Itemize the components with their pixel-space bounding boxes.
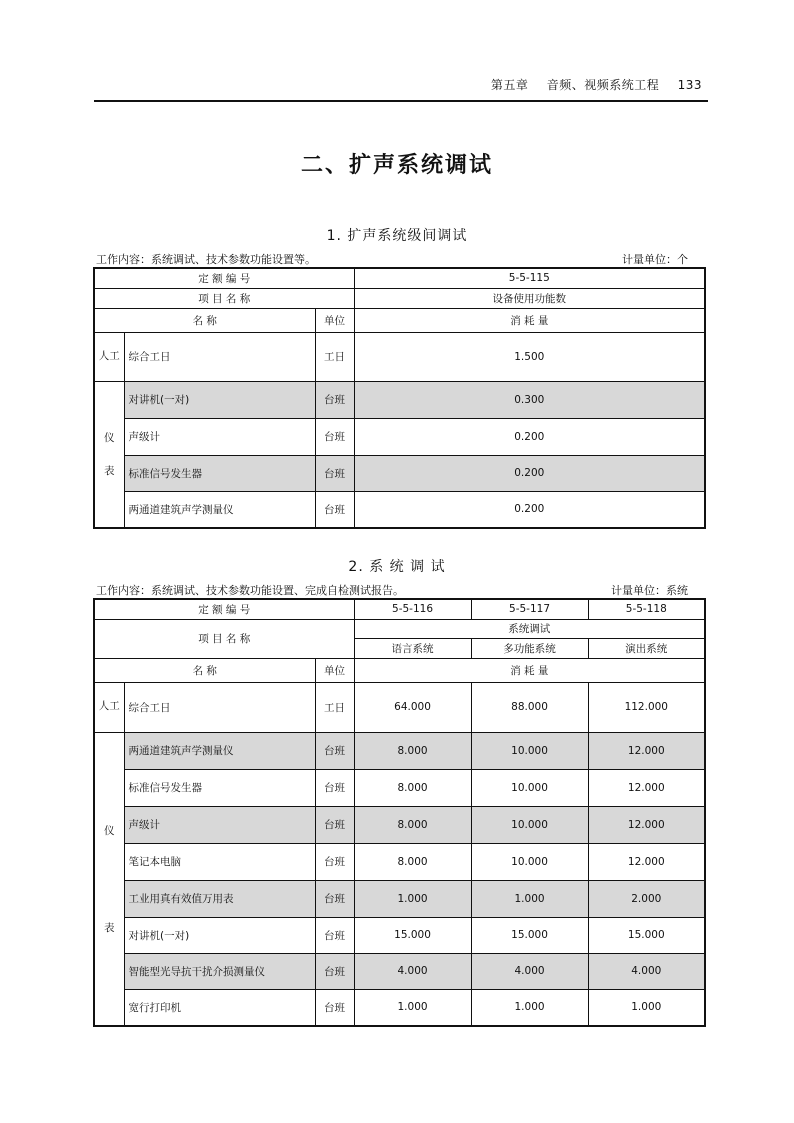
table2-title: 2. 系 统 调 试 xyxy=(348,559,446,575)
table2-labor-name: 综合工日 xyxy=(124,682,315,732)
table2-quota-label: 定 额 编 号 xyxy=(94,599,354,619)
table2-quota-number: 5-5-118 xyxy=(588,599,705,619)
table1 xyxy=(93,267,706,529)
table1-instrument-value: 0.300 xyxy=(354,381,705,418)
table1-instrument-unit: 台班 xyxy=(315,381,354,418)
table1-instrument-group-2: 表 xyxy=(104,465,115,478)
table2-instrument-value: 8.000 xyxy=(354,769,471,806)
table2-work-content: 工作内容：系统调试、技术参数功能设置、完成自检测试报告。 xyxy=(96,584,404,597)
table1-labor-row xyxy=(94,332,705,381)
table2-instrument-value: 12.000 xyxy=(588,843,705,880)
table2-instrument-row xyxy=(94,880,705,917)
table1-instrument-unit: 台班 xyxy=(315,491,354,528)
table2-instrument-unit: 台班 xyxy=(315,806,354,843)
table1-instrument-name: 两通道建筑声学测量仪 xyxy=(124,491,315,528)
table2-labor-unit: 工日 xyxy=(315,682,354,732)
table1-quota-row xyxy=(94,268,705,288)
table1-instrument-unit: 台班 xyxy=(315,418,354,455)
table2-instrument-value: 10.000 xyxy=(471,769,588,806)
table1-instrument-name: 声级计 xyxy=(124,418,315,455)
table1-instrument-row xyxy=(94,491,705,528)
table1-item-row xyxy=(94,288,705,308)
table1-unit: 计量单位：个 xyxy=(622,253,688,266)
table2-instrument-name: 两通道建筑声学测量仪 xyxy=(124,732,315,769)
table2-instrument-value: 1.000 xyxy=(471,880,588,917)
table1-instrument-value: 0.200 xyxy=(354,455,705,491)
table2-instrument-value: 10.000 xyxy=(471,806,588,843)
table1-instrument-row xyxy=(94,418,705,455)
table2-instrument-name: 智能型光导抗干扰介损测量仪 xyxy=(124,953,315,989)
table2-instrument-value: 4.000 xyxy=(354,953,471,989)
chapter-label: 第五章 xyxy=(490,78,529,92)
table1-item-label: 项 目 名 称 xyxy=(94,288,354,308)
table2-instrument-unit: 台班 xyxy=(315,917,354,953)
table2-col-unit: 单位 xyxy=(315,658,354,682)
table2-instrument-unit: 台班 xyxy=(315,732,354,769)
table1-labor-value: 1.500 xyxy=(354,332,705,381)
table2-instrument-row xyxy=(94,732,705,769)
table2-header-row xyxy=(94,658,705,682)
table2-instrument-value: 1.000 xyxy=(354,880,471,917)
table1-col-name: 名 称 xyxy=(94,308,315,332)
table2-instrument-value: 12.000 xyxy=(588,806,705,843)
table2-instrument-name: 宽行打印机 xyxy=(124,989,315,1026)
table2-item-group: 系统调试 xyxy=(354,619,705,638)
table1-item-name: 设备使用功能数 xyxy=(354,288,705,308)
table1-header-row xyxy=(94,308,705,332)
table2-item-row xyxy=(94,619,705,638)
table2-item-label: 项 目 名 称 xyxy=(94,619,354,658)
page-header xyxy=(477,76,702,93)
table2-instrument-value: 12.000 xyxy=(588,769,705,806)
table2-quota-row xyxy=(94,599,705,619)
table2 xyxy=(93,598,706,1027)
table2-instrument-row xyxy=(94,843,705,880)
table1-instrument-group-1: 仪 xyxy=(104,432,115,445)
table2-labor-value: 64.000 xyxy=(354,682,471,732)
table1-col-consume: 消 耗 量 xyxy=(354,308,705,332)
table2-instrument-row xyxy=(94,769,705,806)
table2-instrument-name: 对讲机(一对) xyxy=(124,917,315,953)
table1-labor-unit: 工日 xyxy=(315,332,354,381)
table2-instrument-value: 4.000 xyxy=(471,953,588,989)
table2-instrument-name: 笔记本电脑 xyxy=(124,843,315,880)
table2-labor-group: 人工 xyxy=(94,682,124,732)
table2-instrument-unit: 台班 xyxy=(315,880,354,917)
table2-instrument-group xyxy=(94,732,124,1026)
table2-instrument-row xyxy=(94,806,705,843)
header-rule xyxy=(94,100,708,102)
table2-instrument-row xyxy=(94,953,705,989)
page-number: 133 xyxy=(677,78,702,92)
table2-instrument-unit: 台班 xyxy=(315,989,354,1026)
table2-instrument-value: 12.000 xyxy=(588,732,705,769)
table2-instrument-value: 4.000 xyxy=(588,953,705,989)
table1-instrument-value: 0.200 xyxy=(354,491,705,528)
table1-col-unit: 单位 xyxy=(315,308,354,332)
table2-instrument-value: 15.000 xyxy=(471,917,588,953)
table2-unit: 计量单位：系统 xyxy=(611,584,688,597)
table1-labor-name: 综合工日 xyxy=(124,332,315,381)
table1-instrument-row xyxy=(94,381,705,418)
table2-labor-value: 88.000 xyxy=(471,682,588,732)
table2-item-name: 多功能系统 xyxy=(471,638,588,658)
table2-col-consume: 消 耗 量 xyxy=(354,658,705,682)
table2-labor-value: 112.000 xyxy=(588,682,705,732)
table2-instrument-unit: 台班 xyxy=(315,953,354,989)
table1-instrument-name: 对讲机(一对) xyxy=(124,381,315,418)
table2-work-line xyxy=(96,582,688,598)
table2-instrument-value: 8.000 xyxy=(354,732,471,769)
table1-instrument-row xyxy=(94,455,705,491)
table2-instrument-row xyxy=(94,917,705,953)
table2-labor-row xyxy=(94,682,705,732)
table2-instrument-value: 8.000 xyxy=(354,843,471,880)
table1-instrument-group xyxy=(94,381,124,528)
table2-item-name: 语言系统 xyxy=(354,638,471,658)
table2-instrument-value: 15.000 xyxy=(588,917,705,953)
table2-instrument-value: 10.000 xyxy=(471,732,588,769)
table2-quota-number: 5-5-117 xyxy=(471,599,588,619)
table2-instrument-name: 标准信号发生器 xyxy=(124,769,315,806)
table2-instrument-value: 1.000 xyxy=(471,989,588,1026)
table1-work-content: 工作内容：系统调试、技术参数功能设置等。 xyxy=(96,253,316,266)
section-label: 音频、视频系统工程 xyxy=(546,78,660,92)
table2-instrument-value: 8.000 xyxy=(354,806,471,843)
table2-instrument-value: 1.000 xyxy=(354,989,471,1026)
table2-instrument-row xyxy=(94,989,705,1026)
table2-instrument-group-2: 表 xyxy=(104,921,115,934)
table2-instrument-value: 15.000 xyxy=(354,917,471,953)
table1-quota-label: 定 额 编 号 xyxy=(94,268,354,288)
table2-instrument-name: 声级计 xyxy=(124,806,315,843)
table2-col-name: 名 称 xyxy=(94,658,315,682)
table1-instrument-unit: 台班 xyxy=(315,455,354,491)
page-title: 二、扩声系统调试 xyxy=(300,153,493,178)
table2-instrument-unit: 台班 xyxy=(315,769,354,806)
table1-instrument-name: 标准信号发生器 xyxy=(124,455,315,491)
table2-quota-number: 5-5-116 xyxy=(354,599,471,619)
table1-title: 1. 扩声系统级间调试 xyxy=(326,228,468,244)
table1-instrument-value: 0.200 xyxy=(354,418,705,455)
table2-instrument-value: 10.000 xyxy=(471,843,588,880)
table2-instrument-value: 1.000 xyxy=(588,989,705,1026)
table2-item-name: 演出系统 xyxy=(588,638,705,658)
table2-instrument-group-1: 仪 xyxy=(104,824,115,837)
table1-work-line xyxy=(96,251,688,267)
table1-labor-group: 人工 xyxy=(94,332,124,381)
table2-instrument-unit: 台班 xyxy=(315,843,354,880)
table2-instrument-value: 2.000 xyxy=(588,880,705,917)
table2-instrument-name: 工业用真有效值万用表 xyxy=(124,880,315,917)
table1-quota-number: 5-5-115 xyxy=(354,268,705,288)
